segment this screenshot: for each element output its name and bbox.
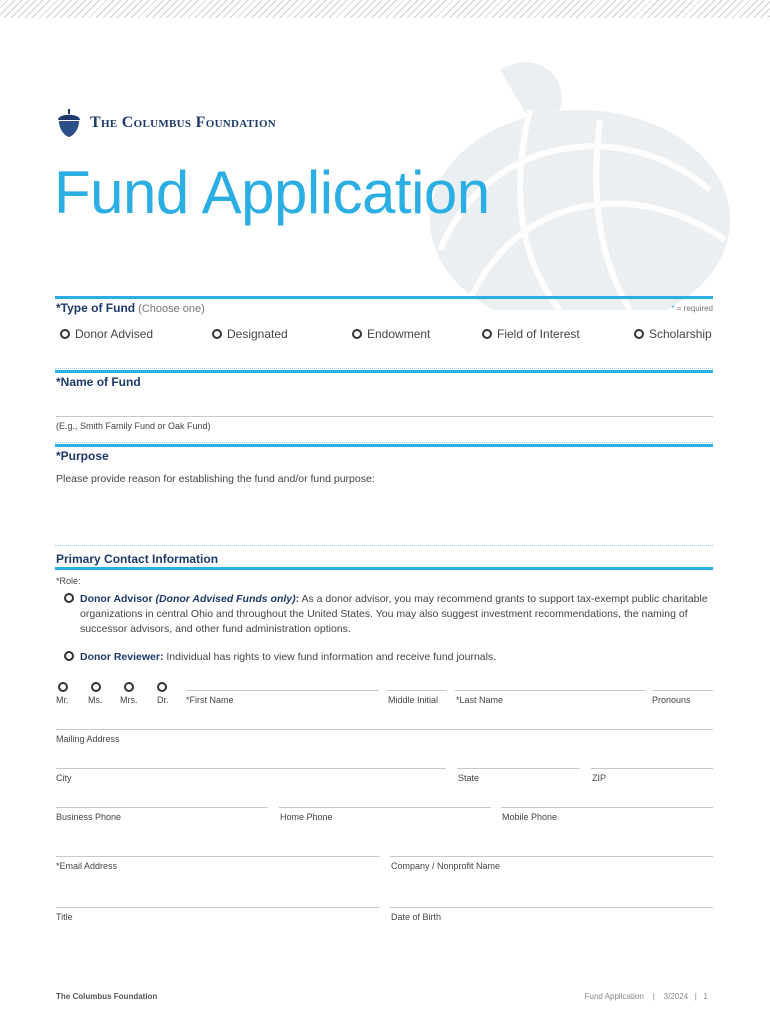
org-logo — [56, 108, 276, 138]
name-of-fund-input[interactable] — [56, 416, 713, 417]
radio-icon[interactable] — [634, 329, 644, 339]
role-label: *Role: — [56, 576, 81, 586]
fund-type-option-endowment[interactable] — [352, 327, 430, 341]
radio-icon[interactable] — [212, 329, 222, 339]
page-title: Fund Application — [54, 159, 490, 226]
dotted-divider — [55, 545, 713, 546]
last-name-label: *Last Name — [456, 695, 504, 705]
fund-type-option-donor-advised[interactable] — [60, 327, 153, 341]
role-option-donor-reviewer[interactable] — [64, 650, 720, 665]
salutation-radio-mr[interactable] — [58, 682, 68, 692]
donor-reviewer-text: Individual has rights to view fund information and receive fund journals. — [163, 651, 497, 663]
zip-input[interactable] — [591, 768, 713, 769]
required-star: * — [671, 304, 675, 313]
radio-icon[interactable] — [482, 329, 492, 339]
mobile-phone-label: Mobile Phone — [502, 812, 558, 822]
radio-icon[interactable] — [64, 651, 74, 661]
salutation-label-ms: Ms. — [88, 695, 103, 705]
city-input[interactable] — [56, 768, 446, 769]
role-option-donor-advisor[interactable] — [64, 592, 720, 637]
home-phone-input[interactable] — [279, 807, 491, 808]
section-divider — [55, 370, 713, 373]
dotted-divider — [55, 442, 713, 443]
fund-type-option-scholarship[interactable] — [634, 327, 712, 341]
footer-meta — [585, 992, 708, 1001]
dob-input[interactable] — [390, 907, 713, 908]
salutation-label-mrs: Mrs. — [120, 695, 138, 705]
name-of-fund-example: (E.g., Smith Family Fund or Oak Fund) — [56, 421, 211, 431]
dotted-divider — [55, 368, 713, 369]
salutation-label-mr: Mr. — [56, 695, 69, 705]
salutation-radio-dr[interactable] — [157, 682, 167, 692]
radio-icon[interactable] — [60, 329, 70, 339]
zip-label: ZIP — [592, 773, 607, 783]
first-name-input[interactable] — [186, 690, 379, 691]
donor-reviewer-title: Donor Reviewer: — [80, 651, 164, 663]
section-divider — [55, 567, 713, 570]
salutation-radio-mrs[interactable] — [124, 682, 134, 692]
last-name-input[interactable] — [455, 690, 645, 691]
mobile-phone-input[interactable] — [501, 807, 713, 808]
section-divider — [55, 444, 713, 447]
radio-icon[interactable] — [352, 329, 362, 339]
city-label: City — [56, 773, 72, 783]
name-of-fund-label: *Name of Fund — [56, 375, 141, 389]
business-phone-label: Business Phone — [56, 812, 122, 822]
pronouns-input[interactable] — [652, 690, 713, 691]
type-of-fund-label — [56, 301, 205, 315]
acorn-icon — [56, 108, 82, 138]
mailing-address-label: Mailing Address — [56, 734, 120, 744]
primary-contact-heading: Primary Contact Information — [56, 552, 219, 566]
mailing-address-input[interactable] — [56, 729, 713, 730]
fund-type-option-field-of-interest[interactable] — [482, 327, 580, 341]
donor-reviewer-description — [80, 650, 720, 665]
middle-initial-input[interactable] — [387, 690, 447, 691]
purpose-label: *Purpose — [56, 449, 109, 463]
company-label: Company / Nonprofit Name — [391, 861, 501, 871]
donor-advisor-description — [80, 592, 720, 637]
option-label: Field of Interest — [497, 327, 580, 341]
dob-label: Date of Birth — [391, 912, 442, 922]
option-label: Donor Advised — [75, 327, 154, 341]
company-input[interactable] — [390, 856, 713, 857]
footer-page-number: 1 — [703, 992, 708, 1001]
purpose-prompt: Please provide reason for establishing the fund and/or fund purpose: — [56, 473, 375, 485]
option-label: Scholarship — [649, 327, 712, 341]
home-phone-label: Home Phone — [280, 812, 333, 822]
footer-separator: | — [694, 992, 697, 1001]
email-label: *Email Address — [56, 861, 118, 871]
state-input[interactable] — [457, 768, 580, 769]
purpose-textarea[interactable] — [56, 490, 713, 540]
donor-advisor-colon: : — [295, 593, 300, 605]
salutation-radio-ms[interactable] — [91, 682, 101, 692]
pronouns-label: Pronouns — [652, 695, 691, 705]
footer-org-name: The Columbus Foundation — [56, 992, 158, 1001]
footer-separator: | — [652, 992, 655, 1001]
radio-icon[interactable] — [64, 593, 74, 603]
state-label: State — [458, 773, 480, 783]
donor-advisor-qualifier: (Donor Advised Funds only) — [152, 593, 296, 605]
salutation-label-dr: Dr. — [157, 695, 169, 705]
donor-advisor-text: As a donor advisor, you may recommend grants to support tax-exempt public charitable organizations in central Ohio and throughout the United States. You may also suggest investment recommendations, the naming of successor advisors, and other fund administration options. — [80, 593, 708, 635]
footer-doc-name: Fund Application — [584, 992, 644, 1001]
required-note — [671, 304, 713, 313]
option-label: Endowment — [367, 327, 431, 341]
fund-type-option-designated[interactable] — [212, 327, 288, 341]
required-text: = required — [674, 304, 713, 313]
first-name-label: *First Name — [186, 695, 234, 705]
type-of-fund-title: *Type of Fund — [56, 301, 136, 315]
option-label: Designated — [227, 327, 288, 341]
section-divider — [55, 296, 713, 299]
donor-advisor-title: Donor Advisor — [80, 593, 153, 605]
top-hatch-border — [0, 0, 770, 18]
title-input[interactable] — [56, 907, 380, 908]
type-of-fund-hint: (Choose one) — [135, 303, 205, 315]
title-label: Title — [56, 912, 73, 922]
org-name: The Columbus Foundation — [90, 114, 277, 131]
email-input[interactable] — [56, 856, 380, 857]
footer-date: 3/2024 — [663, 992, 689, 1001]
middle-initial-label: Middle Initial — [388, 695, 439, 705]
business-phone-input[interactable] — [56, 807, 268, 808]
footer-org — [56, 992, 157, 1001]
